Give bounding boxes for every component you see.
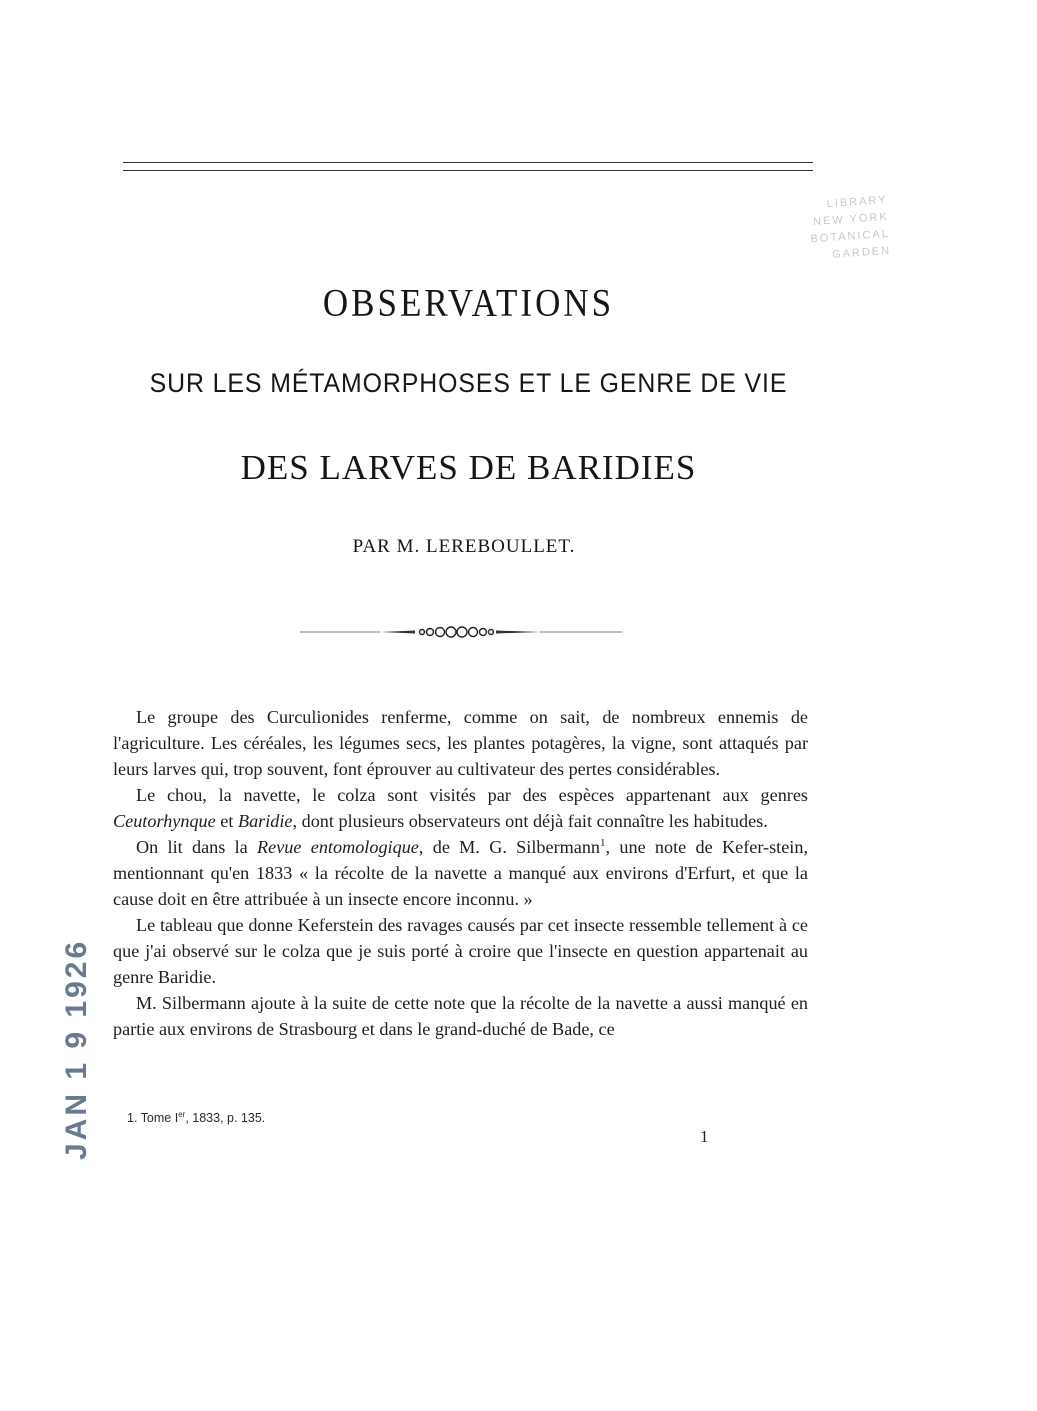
document-title: OBSERVATIONS [322, 280, 615, 325]
paragraph [113, 990, 808, 1042]
footnote-text: , 1833, p. 135. [185, 1111, 266, 1126]
paragraph [113, 834, 808, 912]
footnote-superscript: er [178, 1110, 186, 1119]
stamp-line: NEW YORK [812, 210, 890, 229]
paragraph-text: dont plusieurs observateurs ont déjà fait connaître les habitudes. [297, 811, 768, 831]
paragraph-text: On lit dans la [136, 837, 258, 857]
top-double-rule [123, 162, 813, 171]
stamp-line: BOTANICAL [810, 227, 891, 246]
paragraph-text: et [215, 811, 238, 831]
body-text [113, 704, 808, 1042]
paragraph-text: Le groupe des Curculionides renferme, comme on sait, de nombreux ennemis de l'agriculture. Les céréales, les légumes secs, les plantes potagères, la vigne, sont attaqués par leurs larves qui, trop souvent, font éprouver au cultivateur des pertes considérables. [113, 707, 808, 779]
paragraph-text: M. Silbermann ajoute à la suite de cette note que la récolte de la navette a aussi manqué en partie aux environs de Strasbourg et dans le grand-duché de Bade, ce [113, 993, 808, 1039]
author-line: PAR M. LEREBOULLET. [352, 536, 576, 557]
stamp-line: LIBRARY [826, 193, 888, 211]
date-stamp: JAN 1 9 1926 [60, 938, 93, 1160]
paragraph-text: , une note de Kefer-stein, mentionnant qu'en 1833 « la récolte de la navette a manqué aux environs d'Erfurt, et que la cause doit en être attribuée à un insecte encore inconnu. » [113, 837, 808, 909]
journal-title: Revue entomologique [257, 837, 419, 857]
library-stamp [767, 192, 893, 284]
footnote-text: 1. Tome I [127, 1111, 179, 1126]
stamp-line: GARDEN [831, 244, 892, 261]
page-number: 1 [700, 1127, 709, 1146]
paragraph-text: , de M. G. Silbermann [418, 837, 601, 857]
ornament-divider [300, 624, 622, 638]
genus-name: Ceutorhynque [113, 811, 216, 831]
paragraph [113, 782, 808, 834]
paragraph [113, 912, 808, 990]
genus-name: Baridie, [237, 811, 298, 831]
paragraph-text: Le chou, la navette, le colza sont visités par des espèces appartenant aux genres [136, 785, 808, 805]
paragraph [113, 704, 808, 782]
footnote-reference: 1 [600, 836, 606, 849]
document-subtitle-2: DES LARVES DE BARIDIES [240, 448, 697, 487]
document-subtitle: SUR LES MÉTAMORPHOSES ET LE GENRE DE VIE [149, 368, 788, 398]
paragraph-text: Le tableau que donne Keferstein des ravages causés par cet insecte ressemble tellement à ce que j'ai observé sur le colza que je suis porté à croire que l'insecte en question appartenait au genre Baridie. [113, 915, 808, 987]
footnote [127, 1110, 627, 1125]
